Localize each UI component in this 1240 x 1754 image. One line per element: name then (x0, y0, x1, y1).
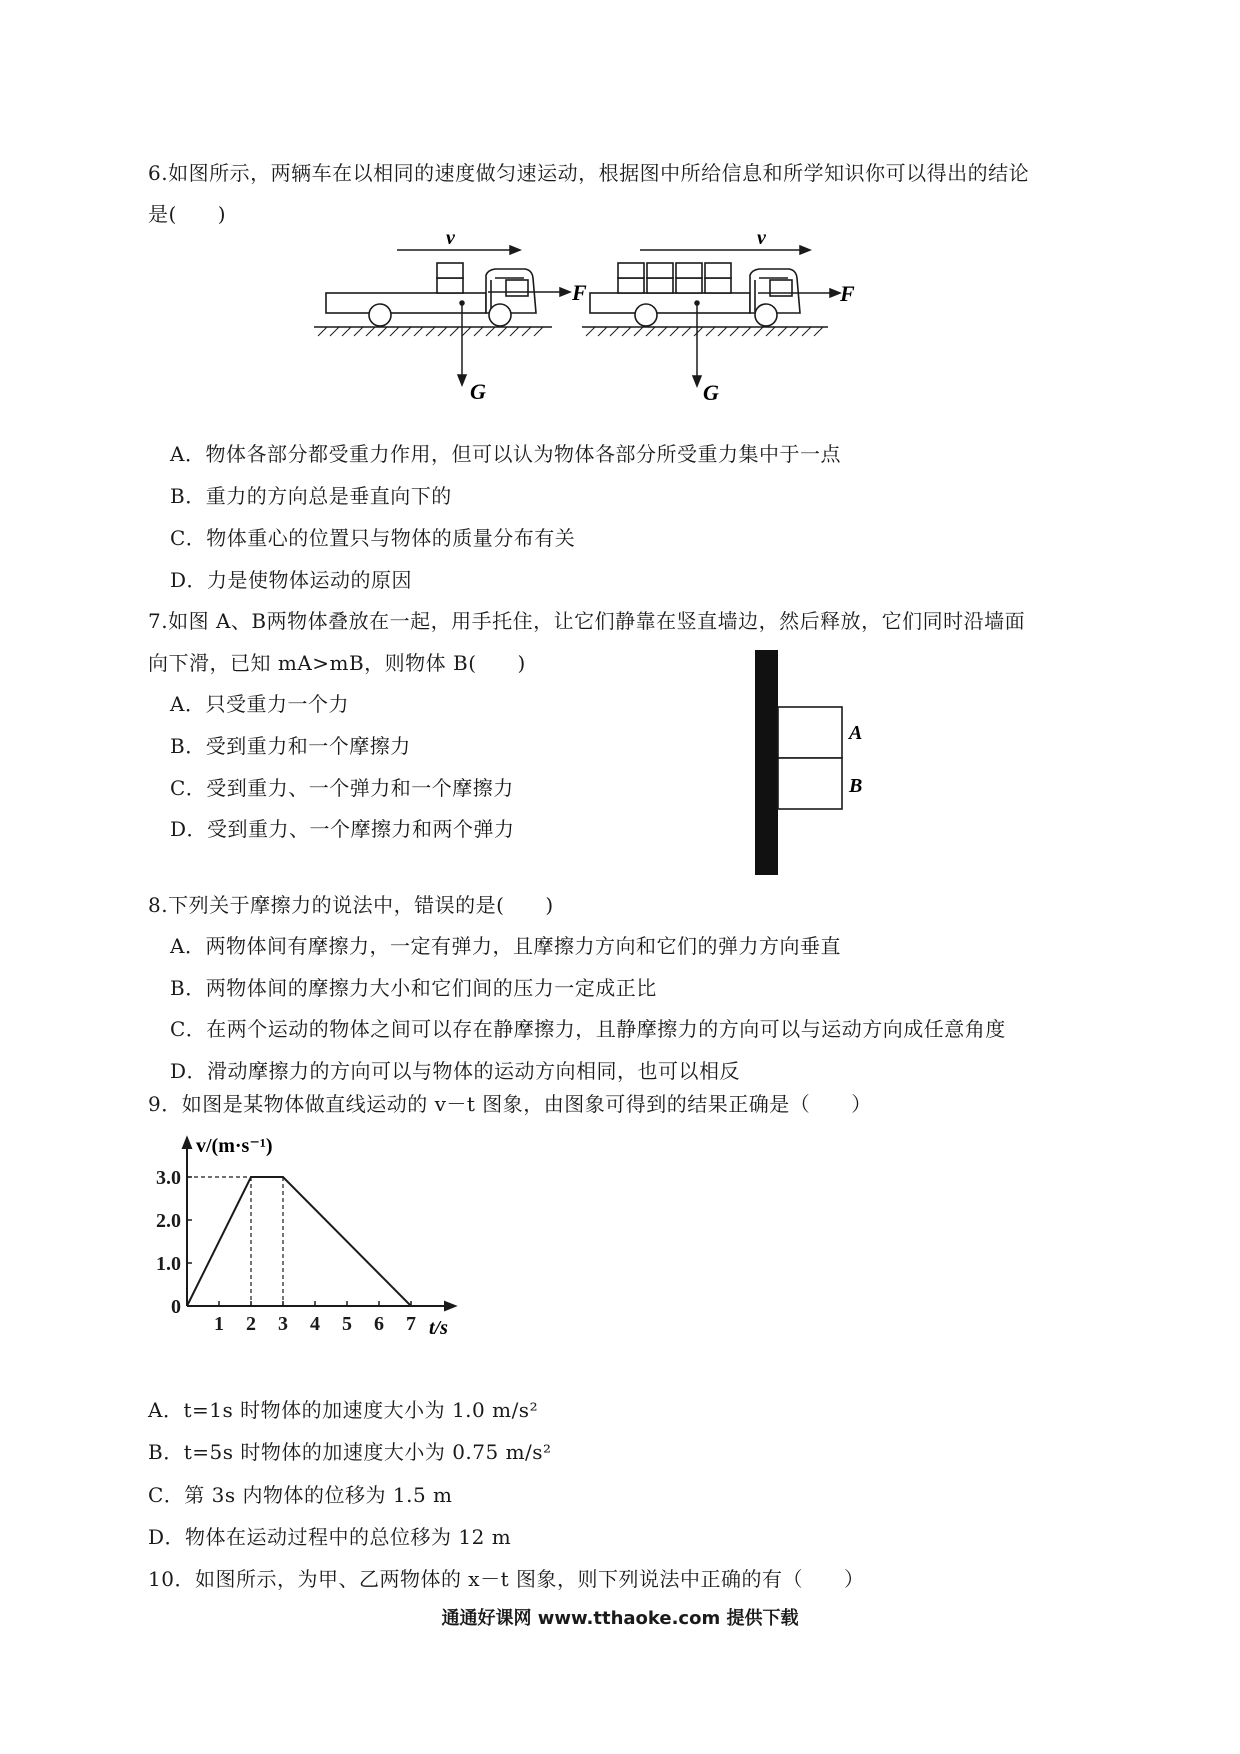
block-a-label: A (849, 722, 863, 744)
q7-option-c: C．受到重力、一个弹力和一个摩擦力 (170, 776, 514, 800)
truck-left (326, 263, 536, 326)
vt-x-tick-label: 7 (406, 1313, 416, 1335)
q7-stem-line2: 向下滑，已知 mA>mB，则物体 B( ) (148, 651, 526, 675)
vt-x-tick-label: 4 (310, 1313, 320, 1335)
vt-y-tick-label: 1.0 (156, 1253, 181, 1275)
q6-stem-line2: 是( ) (148, 202, 227, 226)
q7-stem-line1: 7.如图 A、B两物体叠放在一起，用手托住，让它们静靠在竖直墙边，然后释放，它们同时沿墙面 (148, 609, 1026, 633)
q7-option-d: D．受到重力、一个摩擦力和两个弹力 (170, 817, 515, 841)
q6-option-a: A．物体各部分都受重力作用，但可以认为物体各部分所受重力集中于一点 (170, 442, 841, 466)
q10-stem: 10．如图所示，为甲、乙两物体的 x－t 图象，则下列说法中正确的有（ ） (148, 1567, 865, 1591)
q9-vt-chart (140, 1130, 470, 1340)
truck-right (590, 263, 800, 326)
vt-x-tick-label: 3 (278, 1313, 288, 1335)
q8-option-c: C．在两个运动的物体之间可以存在静摩擦力，且静摩擦力的方向可以与运动方向成任意角度 (170, 1017, 1006, 1041)
q9-option-c: C．第 3s 内物体的位移为 1.5 m (148, 1483, 453, 1507)
q9-option-b: B．t=5s 时物体的加速度大小为 0.75 m/s² (148, 1440, 552, 1464)
q7-option-b: B．受到重力和一个摩擦力 (170, 734, 411, 758)
q9-option-d: D．物体在运动过程中的总位移为 12 m (148, 1525, 512, 1549)
q8-option-a: A．两物体间有摩擦力，一定有弹力，且摩擦力方向和它们的弹力方向垂直 (170, 934, 841, 958)
q9-option-a: A．t=1s 时物体的加速度大小为 1.0 m/s² (148, 1398, 539, 1422)
q8-option-b: B．两物体间的摩擦力大小和它们间的压力一定成正比 (170, 976, 657, 1000)
q9-stem: 9．如图是某物体做直线运动的 v－t 图象，由图象可得到的结果正确是（ ） (148, 1092, 872, 1116)
vt-x-tick-label: 1 (214, 1313, 224, 1335)
q6-v-label-left: v (446, 227, 455, 249)
vt-y-axis-label: v/(m·s⁻¹) (196, 1135, 273, 1157)
q6-F-label-right: F (840, 281, 855, 306)
q6-G-label-left: G (470, 379, 486, 404)
vt-x-tick-label: 6 (374, 1313, 384, 1335)
vt-x-axis-label: t/s (429, 1317, 448, 1339)
vt-y-tick-label: 2.0 (156, 1210, 181, 1232)
q6-option-c: C．物体重心的位置只与物体的质量分布有关 (170, 526, 576, 550)
block-b (778, 758, 842, 809)
q6-trucks-figure (300, 227, 860, 405)
q6-option-b: B．重力的方向总是垂直向下的 (170, 484, 452, 508)
q6-G-label-right: G (703, 380, 719, 405)
vt-x-tick-label: 2 (246, 1313, 256, 1335)
q8-option-d: D．滑动摩擦力的方向可以与物体的运动方向相同，也可以相反 (170, 1059, 741, 1083)
vt-x-tick-label: 5 (342, 1313, 352, 1335)
vt-y-tick-label: 0 (171, 1296, 181, 1318)
wall (755, 650, 778, 875)
vt-y-tick-label: 3.0 (156, 1167, 181, 1189)
q7-option-a: A．只受重力一个力 (170, 692, 349, 716)
block-a (778, 707, 842, 758)
q8-stem: 8.下列关于摩擦力的说法中，错误的是( ) (148, 893, 554, 917)
q6-v-label-right: v (757, 227, 766, 249)
q6-F-label-left: F (572, 280, 587, 305)
q6-option-d: D．力是使物体运动的原因 (170, 568, 413, 592)
vt-series-line (187, 1177, 411, 1306)
block-b-label: B (849, 775, 863, 797)
q6-stem-line1: 6.如图所示，两辆车在以相同的速度做匀速运动，根据图中所给信息和所学知识你可以得出的结论 (148, 161, 1030, 185)
page-footer: 通通好课网 www.tthaoke.com 提供下载 (441, 1608, 799, 1629)
q7-wall-blocks-figure (745, 648, 875, 878)
